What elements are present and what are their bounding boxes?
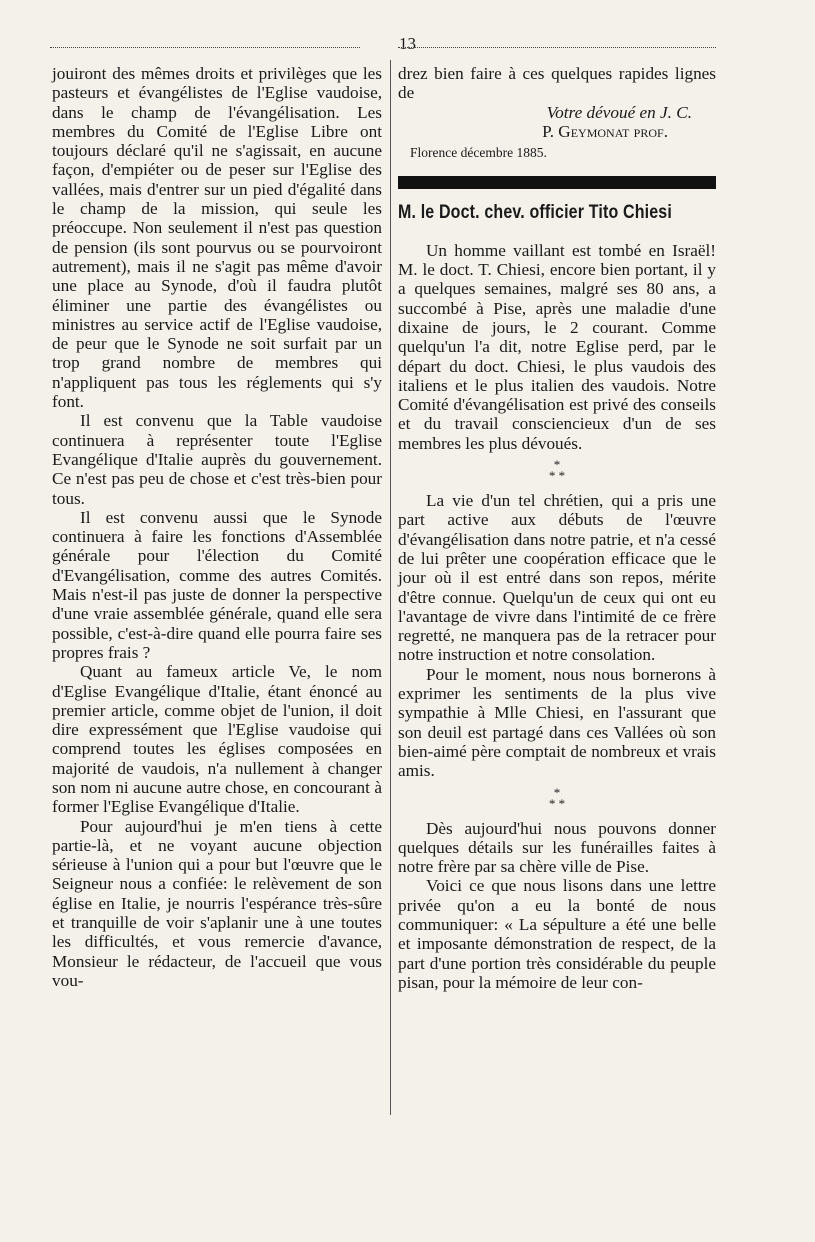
column-divider xyxy=(390,60,391,1115)
section-separator-rule xyxy=(398,176,716,189)
left-paragraph-2: Il est convenu que la Table vaudoise continuera à représenter toute l'Eglise Evangélique d'Italie auprès du gouvernement. Ce n'est pas peu de chose et c'est très-bien pour tous. xyxy=(52,411,382,508)
letter-date: Florence décembre 1885. xyxy=(410,145,547,161)
left-column xyxy=(52,64,382,990)
signature-line-1: Votre dévoué en J. C. xyxy=(546,102,692,122)
asterism-1 xyxy=(398,457,716,484)
right-paragraph-2: La vie d'un tel chrétien, qui a pris une part active aux débuts de l'œuvre d'évangélisation dans notre patrie, et n'a cessé de lui prêter une coopération efficace que le jour où il est entré dans son repos, mérite d'être connue. Quelqu'un de ceux qui ont eu l'avantage de vivre dans l'intimité de ce frère regretté, ne manquera pas de la retracer pour notre instruction et notre consolation. xyxy=(398,491,716,665)
right-paragraph-5: Voici ce que nous lisons dans une lettre privée qu'on a eu la bonté de nous communiquer: « La sépulture a été une belle et imposante démonstration de respect, de la part d'une portion très considérable du peuple pisan, pour la mémoire de leur con- xyxy=(398,876,716,992)
asterism-2-bottom: * * xyxy=(548,795,566,811)
right-paragraph-3: Pour le moment, nous nous bornerons à exprimer les sentiments de la plus vive sympathie à Mlle Chiesi, en l'assurant que son deuil est partagé dans ces Vallées où son bien-aimé père comptait de nombreux et vrais amis. xyxy=(398,664,716,781)
right-paragraph-4: Dès aujourd'hui nous pouvons donner quelques détails sur les funérailles faites à notre frère par sa chère ville de Pise. xyxy=(398,818,716,877)
header-rule-left xyxy=(50,47,360,48)
left-paragraph-1: jouiront des mêmes droits et privilèges que les pasteurs et évangélistes de l'Eglise vaudoise, dans le champ de l'évangélisation. Les membres du Comité de l'Eglise Libre ont toujours déclaré qu'il ne s'agissait, en aucune façon, d'empiéter ou de peser sur l'Eglise des vallées, mais d'entrer sur un pied d'égalité dans le champ de la mission, qui seule les préoccupe. Non seulement il n'est pas question de pension (ils sont pourvus ou se pourvoiront autrement), mais il ne s'agit pas même d'avoir une place au Synode, d'où il faudra plutôt éliminer une partie des évangélistes ou ministres au service actif de l'Eglise vaudoise, de peur que le Synode ne soit surfait par un trop grand nombre de membres qui n'appliquent pas tous les réglements qui s'y font. xyxy=(52,64,382,412)
asterism-1-top: * xyxy=(553,457,561,473)
letter-closing-text: drez bien faire à ces quelques rapides lignes de xyxy=(398,64,716,103)
asterism-2-top: * xyxy=(553,784,561,800)
left-paragraph-4: Quant au fameux article Ve, le nom d'Eglise Evangélique d'Italie, étant énoncé au premier article, comme objet de l'union, il doit dire expressément que l'Eglise vaudoise qui comprend toutes les églises composées en majorité de vaudois, n'a nullement à changer son nom ni aucune autre chose, en concourant à former l'Eglise Evangélique d'Italie. xyxy=(52,662,382,817)
page-number: 13 xyxy=(399,34,416,53)
left-paragraph-5: Pour aujourd'hui je m'en tiens à cette partie-là, et ne voyant aucune objection sérieuse à l'union qui a pour but l'œuvre que le Seigneur nous a confiée: le relèvement de son église en Italie, je nourris l'espérance très-sûre et tranquille de voir s'aplanir une à une toutes les difficultés, et vous remercie d'avance, Monsieur le rédacteur, de l'accueil que vous vou- xyxy=(52,816,382,990)
asterism-1-bottom: * * xyxy=(548,468,566,484)
article-title: M. le Doct. chev. officier Tito Chiesi xyxy=(398,201,672,224)
signature-line-2: P. Geymonat prof. xyxy=(542,121,668,141)
asterism-2 xyxy=(398,784,716,811)
header-rule-right xyxy=(398,47,716,48)
left-paragraph-3: Il est convenu aussi que le Synode continuera à faire les fonctions d'Assemblée générale pour l'élection du Comité d'Evangélisation, comme des autres Comités. Mais n'est-il pas juste de donner la perspective d'une vraie assemblée générale, quand elle sera possible, c'est-à-dire quand elle pourra faire ses propres frais ? xyxy=(52,507,382,662)
right-column xyxy=(398,64,716,992)
right-paragraph-1: Un homme vaillant est tombé en Israël! M. le doct. T. Chiesi, encore bien portant, il y a quelques semaines, malgré ses 80 ans, a succombé à Pise, après une maladie d'une dixaine de jours, le 2 courant. Comme quelqu'un l'a dit, notre Eglise perd, par le départ du doct. Chiesi, le plus vaudois des italiens et le plus italien des vaudois. Notre Comité d'évangélisation est privé des conseils et du travail consciencieux d'un de ses membres les plus dévoués. xyxy=(398,240,716,453)
